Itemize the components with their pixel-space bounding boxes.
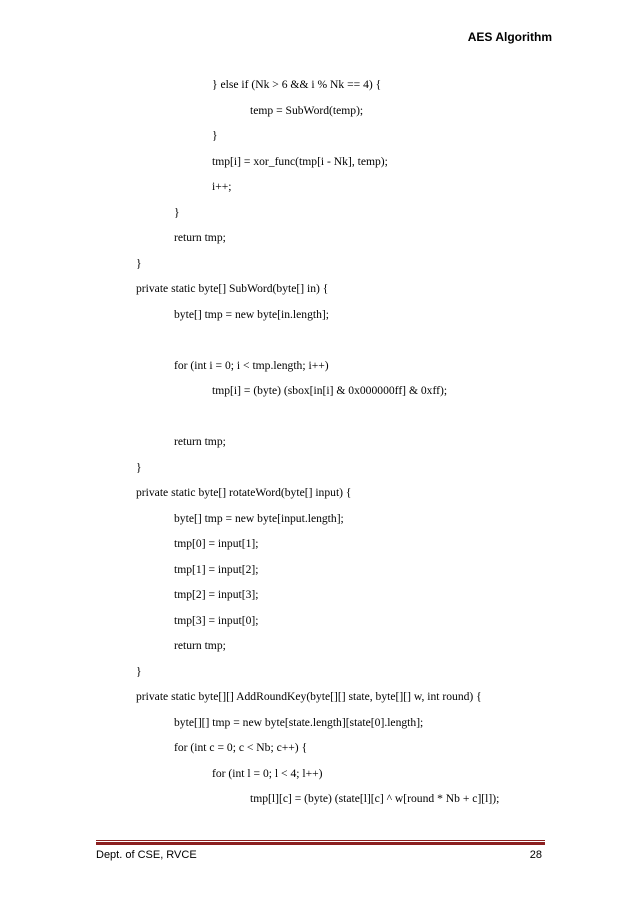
code-line: tmp[i] = (byte) (sbox[in[i] & 0x000000ff] & 0xff); [212, 384, 448, 397]
footer-divider-thick [96, 842, 545, 845]
code-line: tmp[l][c] = (byte) (state[l][c] ^ w[round * Nb + c][l]); [250, 792, 500, 805]
code-line: } [174, 206, 180, 219]
code-line: for (int l = 0; l < 4; l++) [212, 767, 323, 780]
code-line: } [136, 665, 142, 678]
code-line: tmp[1] = input[2]; [174, 563, 259, 576]
code-line: private static byte[][] AddRoundKey(byte[][] state, byte[][] w, int round) { [136, 690, 482, 703]
footer-department: Dept. of CSE, RVCE [96, 849, 197, 861]
code-line: } [212, 129, 218, 142]
code-line: temp = SubWord(temp); [250, 104, 364, 117]
code-line: byte[] tmp = new byte[input.length]; [174, 512, 344, 525]
footer-divider-thin [96, 840, 545, 841]
running-header-title: AES Algorithm [467, 30, 552, 44]
code-line: } [136, 257, 142, 270]
code-line: tmp[i] = xor_func(tmp[i - Nk], temp); [212, 155, 388, 168]
code-line: byte[][] tmp = new byte[state.length][state[0].length]; [174, 716, 424, 729]
page-number: 28 [529, 849, 542, 861]
code-line: return tmp; [174, 639, 226, 652]
code-line: private static byte[] rotateWord(byte[] input) { [136, 486, 352, 499]
code-line: tmp[0] = input[1]; [174, 537, 259, 550]
code-line: return tmp; [174, 231, 226, 244]
code-line: } [136, 461, 142, 474]
code-line: byte[] tmp = new byte[in.length]; [174, 308, 329, 321]
code-line: i++; [212, 180, 232, 193]
code-line: private static byte[] SubWord(byte[] in) { [136, 282, 329, 295]
code-line: return tmp; [174, 435, 226, 448]
code-line: tmp[3] = input[0]; [174, 614, 259, 627]
code-line: tmp[2] = input[3]; [174, 588, 259, 601]
code-line: } else if (Nk > 6 && i % Nk == 4) { [212, 78, 382, 91]
code-line: for (int i = 0; i < tmp.length; i++) [174, 359, 329, 372]
code-line: for (int c = 0; c < Nb; c++) { [174, 741, 308, 754]
